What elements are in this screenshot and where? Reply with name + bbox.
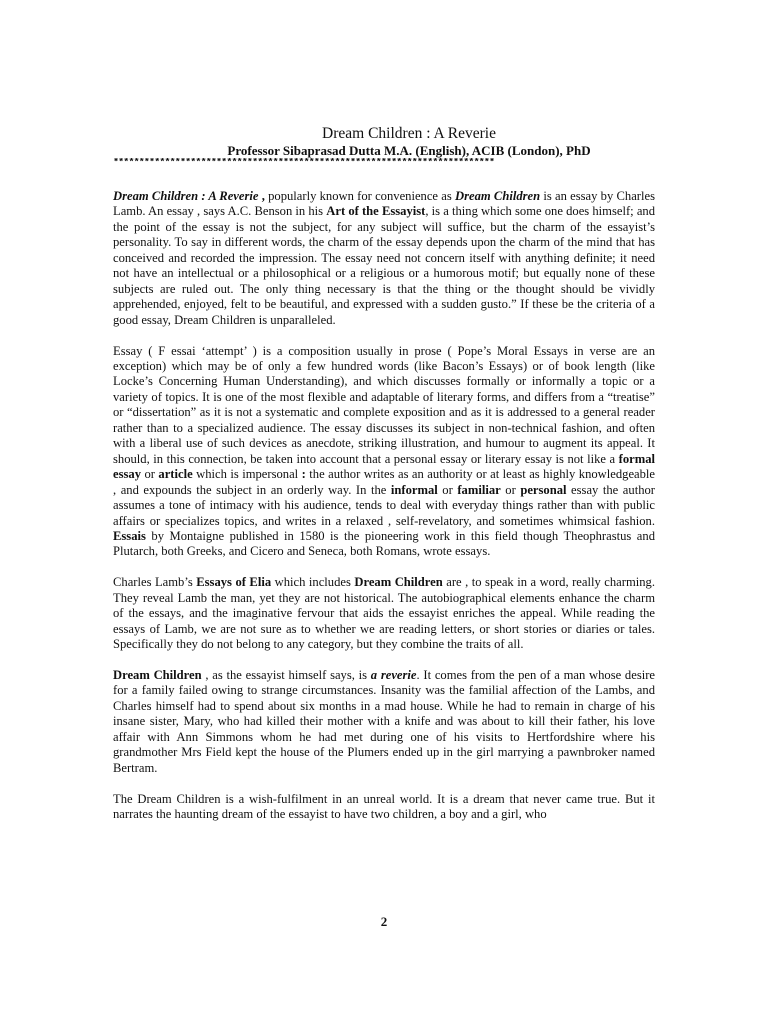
text-run: which includes xyxy=(271,575,355,590)
text-run: Dream Children xyxy=(455,189,541,203)
text-run: Essay ( F essai ‘attempt’ ) is a composition usually in prose ( Pope’s Moral Essays in verse are an exception) which may be of only a few hundred words (like Bacon’s Essays) or of book length (like Locke’s Concerning Human Understanding), and which discusses formally or informally a topic or a variety of topics. It is one of the most flexible and adaptable of literary forms, and differs from a “treatise” or “dissertation” as it is not a systematic and complete exposition and as it is addressed to a general reader rather than to a specialized audience. The essay discusses its subject in non-technical fashion, and often with a liberal use of such devices as anecdote, striking illustration, and humour to augment its appeal. It should, in this connection, be taken into account that a personal essay or literary essay is not like a xyxy=(113,343,655,466)
text-run: , is a thing which some one does himself; and the point of the essay is not the subject, for any subject will suffice, but the charm of the essayist’s personality. To say in different words, the charm of the essay depends upon the charm of the mind that has conceived and recorded the impression. The essay need not concern itself with anything definite; it need not have an intellectual or a philosophical or a religious or a humorous motif; but equally none of these subjects are ruled out. The only thing necessary is that the thing or the thought should be vividly apprehended, enjoyed, felt to be beautiful, and expressed with a sudden gusto.” If these be the criteria of a good essay, Dream Children is unparalleled. xyxy=(113,204,656,327)
text-run: . It comes from the pen of a man whose desire for a family failed owing to strange circumstances. Insanity was the familial affection of the Lambs, and Charles himself had to spend about six months in a mad house. While he had to remain in charge of his insane sister, Mary, who had killed their mother with a knife and was about to kill their father, his love affair with Ann Simmons whom he had met during one of his visits to Hertfordshire where his grandmother Mrs Field kept the house of the Plumers ended up in the girl marrying a pawnbroker named Bertram. xyxy=(113,668,655,775)
text-run: a reverie xyxy=(370,668,417,682)
text-run: familiar xyxy=(457,482,501,497)
text-run: article xyxy=(158,467,193,482)
text-run: informal xyxy=(390,482,438,497)
text-run: Dream Children : A Reverie xyxy=(113,189,259,203)
text-run: essay the author assumes a tone of intimacy with his audience, tends to deal with everyday things rather than with public affairs or specializes topics, and writes in a relaxed , self-revelatory, and sometimes whimsical fashion. xyxy=(113,482,655,528)
paragraph-5 xyxy=(113,792,655,823)
separator-line: ************************************************************************** xyxy=(113,158,495,169)
text-run: Charles Lamb’s xyxy=(113,575,197,590)
text-run: The Dream Children is a wish-fulfilment in an unreal world. It is a dream that never came true. But it narrates the haunting dream of the essayist to have two children, a boy and a girl, who xyxy=(113,791,655,822)
page-number: 2 xyxy=(380,914,388,929)
paragraph-1 xyxy=(113,189,655,328)
document-body xyxy=(113,189,655,823)
text-run: popularly known for convenience as xyxy=(268,189,455,203)
text-run: , xyxy=(258,189,269,203)
text-run: is an essay by Charles Lamb. An essay , says A.C. Benson in his xyxy=(113,189,655,219)
text-run: , as the essayist himself says, is xyxy=(201,668,371,682)
text-run: are , to speak in a word, really charming. They reveal Lamb the man, yet they are not historical. The autobiographical elements enhance the charm of the essays, and the imaginative fervour that aids the essayist enriches the appeal. While reading the essays of Lamb, we are not sure as to whether we are reading letters, or short stories or diaries or tales. Specifically they do not belong to any category, but they combine the traits of all. xyxy=(113,575,655,652)
text-run: formal essay xyxy=(113,451,655,482)
document-title: Dream Children : A Reverie xyxy=(322,125,496,142)
text-run: or xyxy=(437,482,458,497)
author-line: Professor Sibaprasad Dutta M.A. (English), ACIB (London), PhD xyxy=(227,143,591,158)
text-run: Essais xyxy=(113,528,146,543)
text-run: Art of the Essayist xyxy=(326,204,426,219)
text-run: or xyxy=(141,467,159,482)
text-run: Essays of Elia xyxy=(196,575,272,590)
text-run: the author writes as an authority or at least as highly knowledgeable , and expounds the subject in an orderly way. In the xyxy=(113,467,656,497)
text-run: personal xyxy=(520,482,567,497)
paragraph-4 xyxy=(113,668,655,776)
text-run: or xyxy=(500,482,521,497)
text-run: : xyxy=(301,467,306,482)
text-run: which is impersonal xyxy=(192,467,302,482)
paragraph-3 xyxy=(113,575,655,652)
text-run: Dream Children xyxy=(354,575,443,590)
paragraph-2 xyxy=(113,344,655,560)
text-run: Dream Children xyxy=(113,668,202,682)
text-run: by Montaigne published in 1580 is the pioneering work in this field though Theophrastus and Plutarch, both Greeks, and Cicero and Seneca, both Romans, wrote essays. xyxy=(113,528,655,559)
